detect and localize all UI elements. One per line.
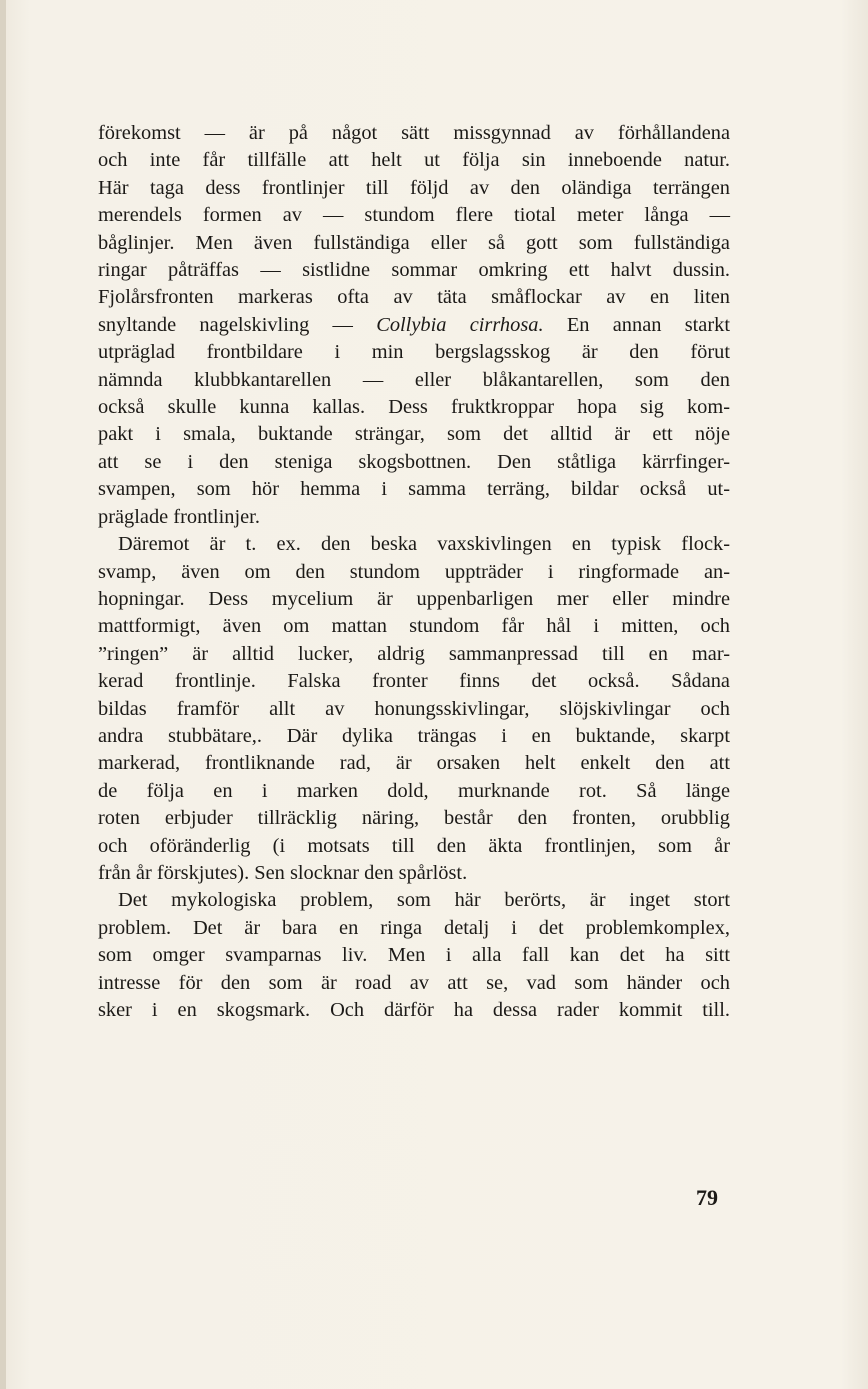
- text-line: andra stubbätare,. Där dylika trängas i en buktande, skarpt: [98, 724, 730, 747]
- body-text: [98, 120, 730, 1024]
- text-line: båglinjer. Men även fullständiga eller så gott som fullständiga: [98, 231, 730, 254]
- text-line: från år förskjutes). Sen slocknar den spårlöst.: [98, 861, 468, 884]
- text-line: intresse för den som är road av att se, vad som händer och: [98, 971, 730, 994]
- paragraph-2: [98, 531, 730, 887]
- text-line: nämnda klubbkantarellen — eller blåkantarellen, som den: [98, 368, 730, 391]
- text-line: och inte får tillfälle att helt ut följa sin inneboende natur.: [98, 149, 730, 172]
- text-line: problem. Det är bara en ringa detalj i det problemkomplex,: [98, 916, 730, 939]
- text-line: mattformigt, även om mattan stundom får hål i mitten, och: [98, 615, 730, 638]
- page-number: 79: [696, 1185, 718, 1210]
- text-line: Här taga dess frontlinjer till följd av den oländiga terrängen: [98, 176, 730, 199]
- text-line: bildas framför allt av honungsskivlingar, slöjskivlingar och: [98, 697, 730, 720]
- paragraph-3: [98, 887, 730, 1024]
- text-line: merendels formen av — stundom flere tiotal meter långa —: [98, 204, 730, 227]
- text-line: roten erbjuder tillräcklig näring, består den fronten, orubblig: [98, 807, 730, 830]
- text-line: Fjolårsfronten markeras ofta av täta småflockar av en liten: [98, 286, 730, 309]
- text-line: också skulle kunna kallas. Dess fruktkroppar hopa sig kom-: [98, 396, 730, 419]
- text-line: de följa en i marken dold, murknande rot. Så länge: [98, 779, 730, 802]
- text-line: utpräglad frontbildare i min bergslagsskog är den förut: [98, 341, 730, 364]
- text-line: och oföränderlig (i motsats till den äkta frontlinjen, som år: [98, 834, 730, 857]
- text-line: hopningar. Dess mycelium är uppenbarligen mer eller mindre: [98, 587, 730, 610]
- text-line-with-italic: [98, 312, 730, 339]
- text-line: präglade frontlinjer.: [98, 505, 260, 528]
- text-segment: En annan starkt: [543, 313, 731, 336]
- page-edge-shadow: [0, 0, 6, 1389]
- text-line: Det mykologiska problem, som här berörts, är inget stort: [118, 889, 730, 912]
- text-line: sker i en skogsmark. Och därför ha dessa rader kommit till.: [98, 999, 730, 1021]
- text-line: att se i den steniga skogsbottnen. Den ståtliga kärrfinger-: [98, 450, 730, 473]
- text-line: ringar påträffas — sistlidne sommar omkring ett halvt dussin.: [98, 259, 730, 282]
- text-line: som omger svamparnas liv. Men i alla fall kan det ha sitt: [98, 944, 730, 967]
- text-line: pakt i smala, buktande strängar, som det alltid är ett nöje: [98, 423, 730, 446]
- text-line: förekomst — är på något sätt missgynnad av förhållandena: [98, 122, 730, 144]
- paragraph-1: [98, 120, 730, 531]
- text-line: ”ringen” är alltid lucker, aldrig sammanpressad till en mar-: [98, 642, 730, 665]
- species-name-italic: Collybia cirrhosa.: [376, 313, 544, 336]
- text-line: Däremot är t. ex. den beska vaxskivlingen en typisk flock-: [118, 533, 730, 556]
- text-segment: snyltande nagelskivling —: [98, 313, 377, 336]
- text-line: kerad frontlinje. Falska fronter finns det också. Sådana: [98, 670, 730, 693]
- text-line: markerad, frontliknande rad, är orsaken helt enkelt den att: [98, 752, 730, 775]
- text-line: svampen, som hör hemma i samma terräng, bildar också ut-: [98, 478, 730, 501]
- text-line: svamp, även om den stundom uppträder i ringformade an-: [98, 560, 730, 583]
